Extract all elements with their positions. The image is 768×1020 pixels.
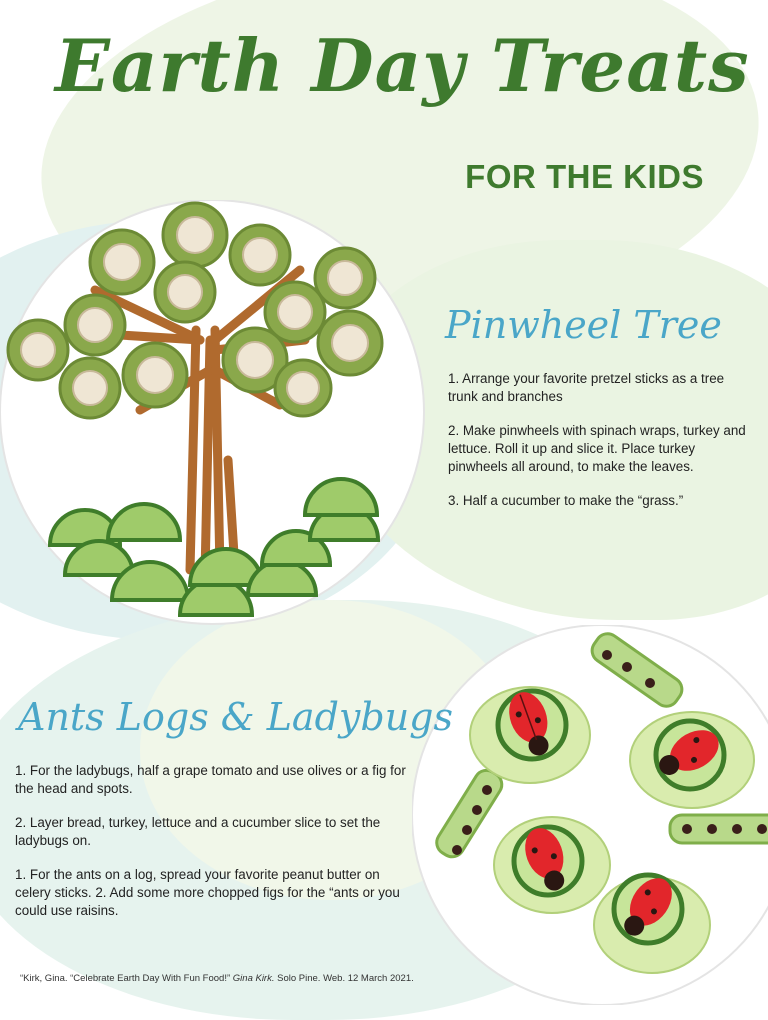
list-item: 1. Arrange your favorite pretzel sticks as a tree trunk and branches [448,371,725,404]
ants-ladybugs-steps-list [15,762,410,936]
pinwheel-steps-list [448,370,748,526]
ants-ladybugs-heading: Ants Logs & Ladybugs [18,695,453,739]
list-item: 3. Half a cucumber to make the “grass.” [448,493,684,508]
citation-author: Gina Kirk. [232,973,275,984]
pinwheel-tree-photo [0,200,430,630]
list-item: 2. Make pinwheels with spinach wraps, turkey and lettuce. Roll it up and slice it. Place turkey pinwheels all around, to make the leaves. [448,423,746,474]
list-item: 2. Layer bread, turkey, lettuce and a cucumber slice to set the ladybugs on. [15,815,381,848]
citation [20,973,414,984]
list-item: 1. For the ladybugs, half a grape tomato and use olives or a fig for the head and spots. [15,763,406,796]
page-title: Earth Day Treats [55,23,750,108]
ants-ladybugs-photo [412,625,768,1005]
pinwheel-tree-heading: Pinwheel Tree [445,303,722,347]
citation-suffix: Solo Pine. Web. 12 March 2021. [277,973,414,984]
citation-prefix: “Kirk, Gina. “Celebrate Earth Day With Fun Food!” [20,973,231,984]
page-subtitle: FOR THE KIDS [465,158,704,195]
list-item: 1. For the ants on a log, spread your favorite peanut butter on celery sticks. 2. Add some more chopped figs for the “ants or you could use raisins. [15,867,400,918]
